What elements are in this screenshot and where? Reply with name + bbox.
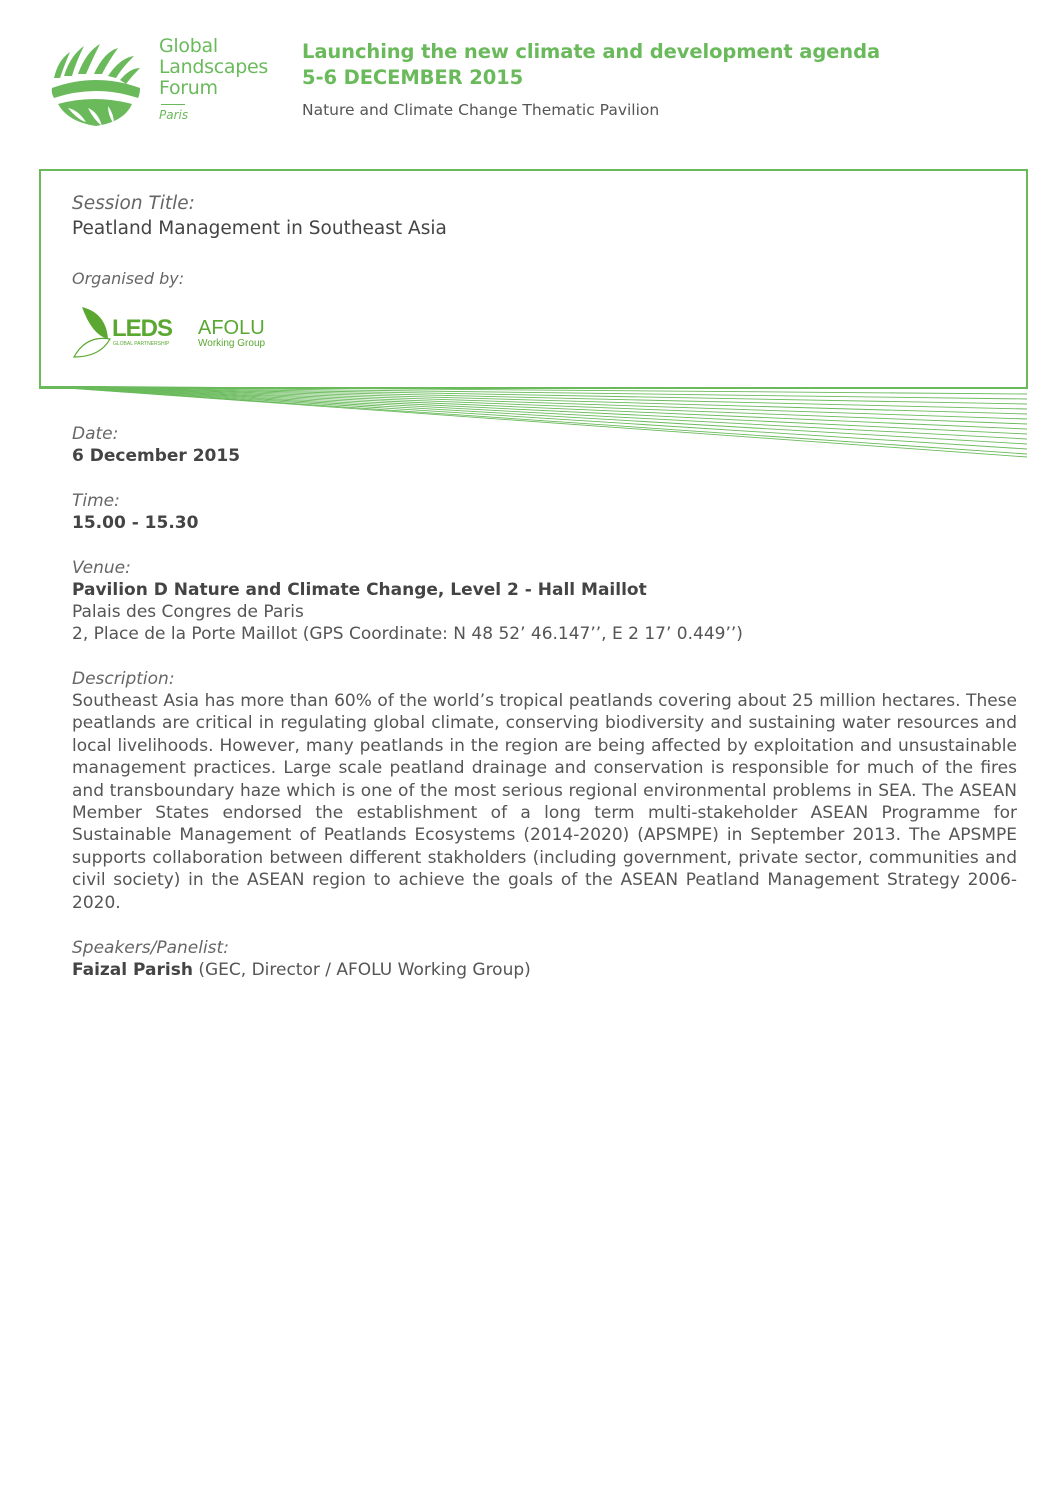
date-block — [72, 423, 1017, 467]
time-value: 15.00 - 15.30 — [72, 513, 199, 533]
forum-name-line: Global — [159, 35, 218, 57]
speaker-role: (GEC, Director / AFOLU Working Group) — [192, 960, 531, 981]
venue-block — [72, 557, 1017, 645]
time-block — [72, 490, 1017, 534]
venue-name: Pavilion D Nature and Climate Change, Level 2 - Hall Maillot — [72, 580, 647, 600]
afolu-subtitle: Working Group — [198, 338, 266, 349]
session-title-label: Session Title: — [72, 193, 195, 214]
leds-leaf-icon — [74, 307, 110, 357]
organised-by-label: Organised by: — [72, 269, 185, 288]
description-text: Southeast Asia has more than 60% of the world’s tropical peatlands covering about 25 million hectares. These peatlands are critical in regulating global climate, conserving biodiversity and sustaining water resources and local livelihoods. However, many peatlands in the region are being affected by exploitation and unsustainable management practices. Large scale peatland drainage and conservation is responsible for much of the fires and transboundary haze which is one of the most serious regional environmental problems in SEA. The ASEAN Member States endorsed the establishment of a long term multi-stakeholder ASEAN Programme for Sustainable Management of Peatlands Ecosystems (2014-2020) (APSMPE) in September 2013. The APSMPE supports collaboration between different stakholders (including government, private sector, communities and civil society) in the ASEAN region to achieve the goals of the ASEAN Peatland Management Strategy 2006-2020. — [72, 691, 1017, 913]
leds-subtitle: GLOBAL PARTNERSHIP — [113, 341, 170, 347]
speakers-label: Speakers/Panelist: — [72, 938, 229, 959]
description-label: Description: — [72, 669, 175, 689]
venue-label: Venue: — [72, 558, 131, 578]
speakers-block — [72, 937, 1017, 981]
speaker-name: Faizal Parish — [72, 960, 193, 981]
global-landscapes-forum-logo-icon — [48, 38, 144, 128]
forum-name-line: Forum — [159, 77, 218, 99]
speaker-entry — [72, 959, 1017, 981]
forum-name-line: Landscapes — [159, 56, 268, 78]
forum-wordmark — [159, 36, 268, 122]
leds-name: LEDS — [112, 315, 173, 342]
event-header — [302, 39, 880, 120]
description-block — [72, 668, 1017, 914]
afolu-name: AFOLU — [198, 317, 265, 339]
session-box — [39, 169, 1028, 389]
date-label: Date: — [72, 424, 119, 444]
venue-address: 2, Place de la Porte Maillot (GPS Coordinate: N 48 52’ 46.147’’, E 2 17’ 0.449’’) — [72, 624, 743, 644]
session-title: Peatland Management in Southeast Asia — [72, 218, 447, 239]
session-details — [72, 423, 1017, 1004]
event-dates: 5-6 DECEMBER 2015 — [302, 66, 524, 89]
venue-building: Palais des Congres de Paris — [72, 602, 304, 622]
forum-divider — [161, 104, 185, 105]
forum-city: Paris — [159, 108, 189, 122]
event-subtitle: Nature and Climate Change Thematic Pavilion — [302, 101, 660, 119]
event-title: Launching the new climate and development agenda — [302, 40, 881, 63]
time-label: Time: — [72, 491, 120, 511]
organiser-logos — [72, 305, 292, 361]
date-value: 6 December 2015 — [72, 446, 241, 466]
